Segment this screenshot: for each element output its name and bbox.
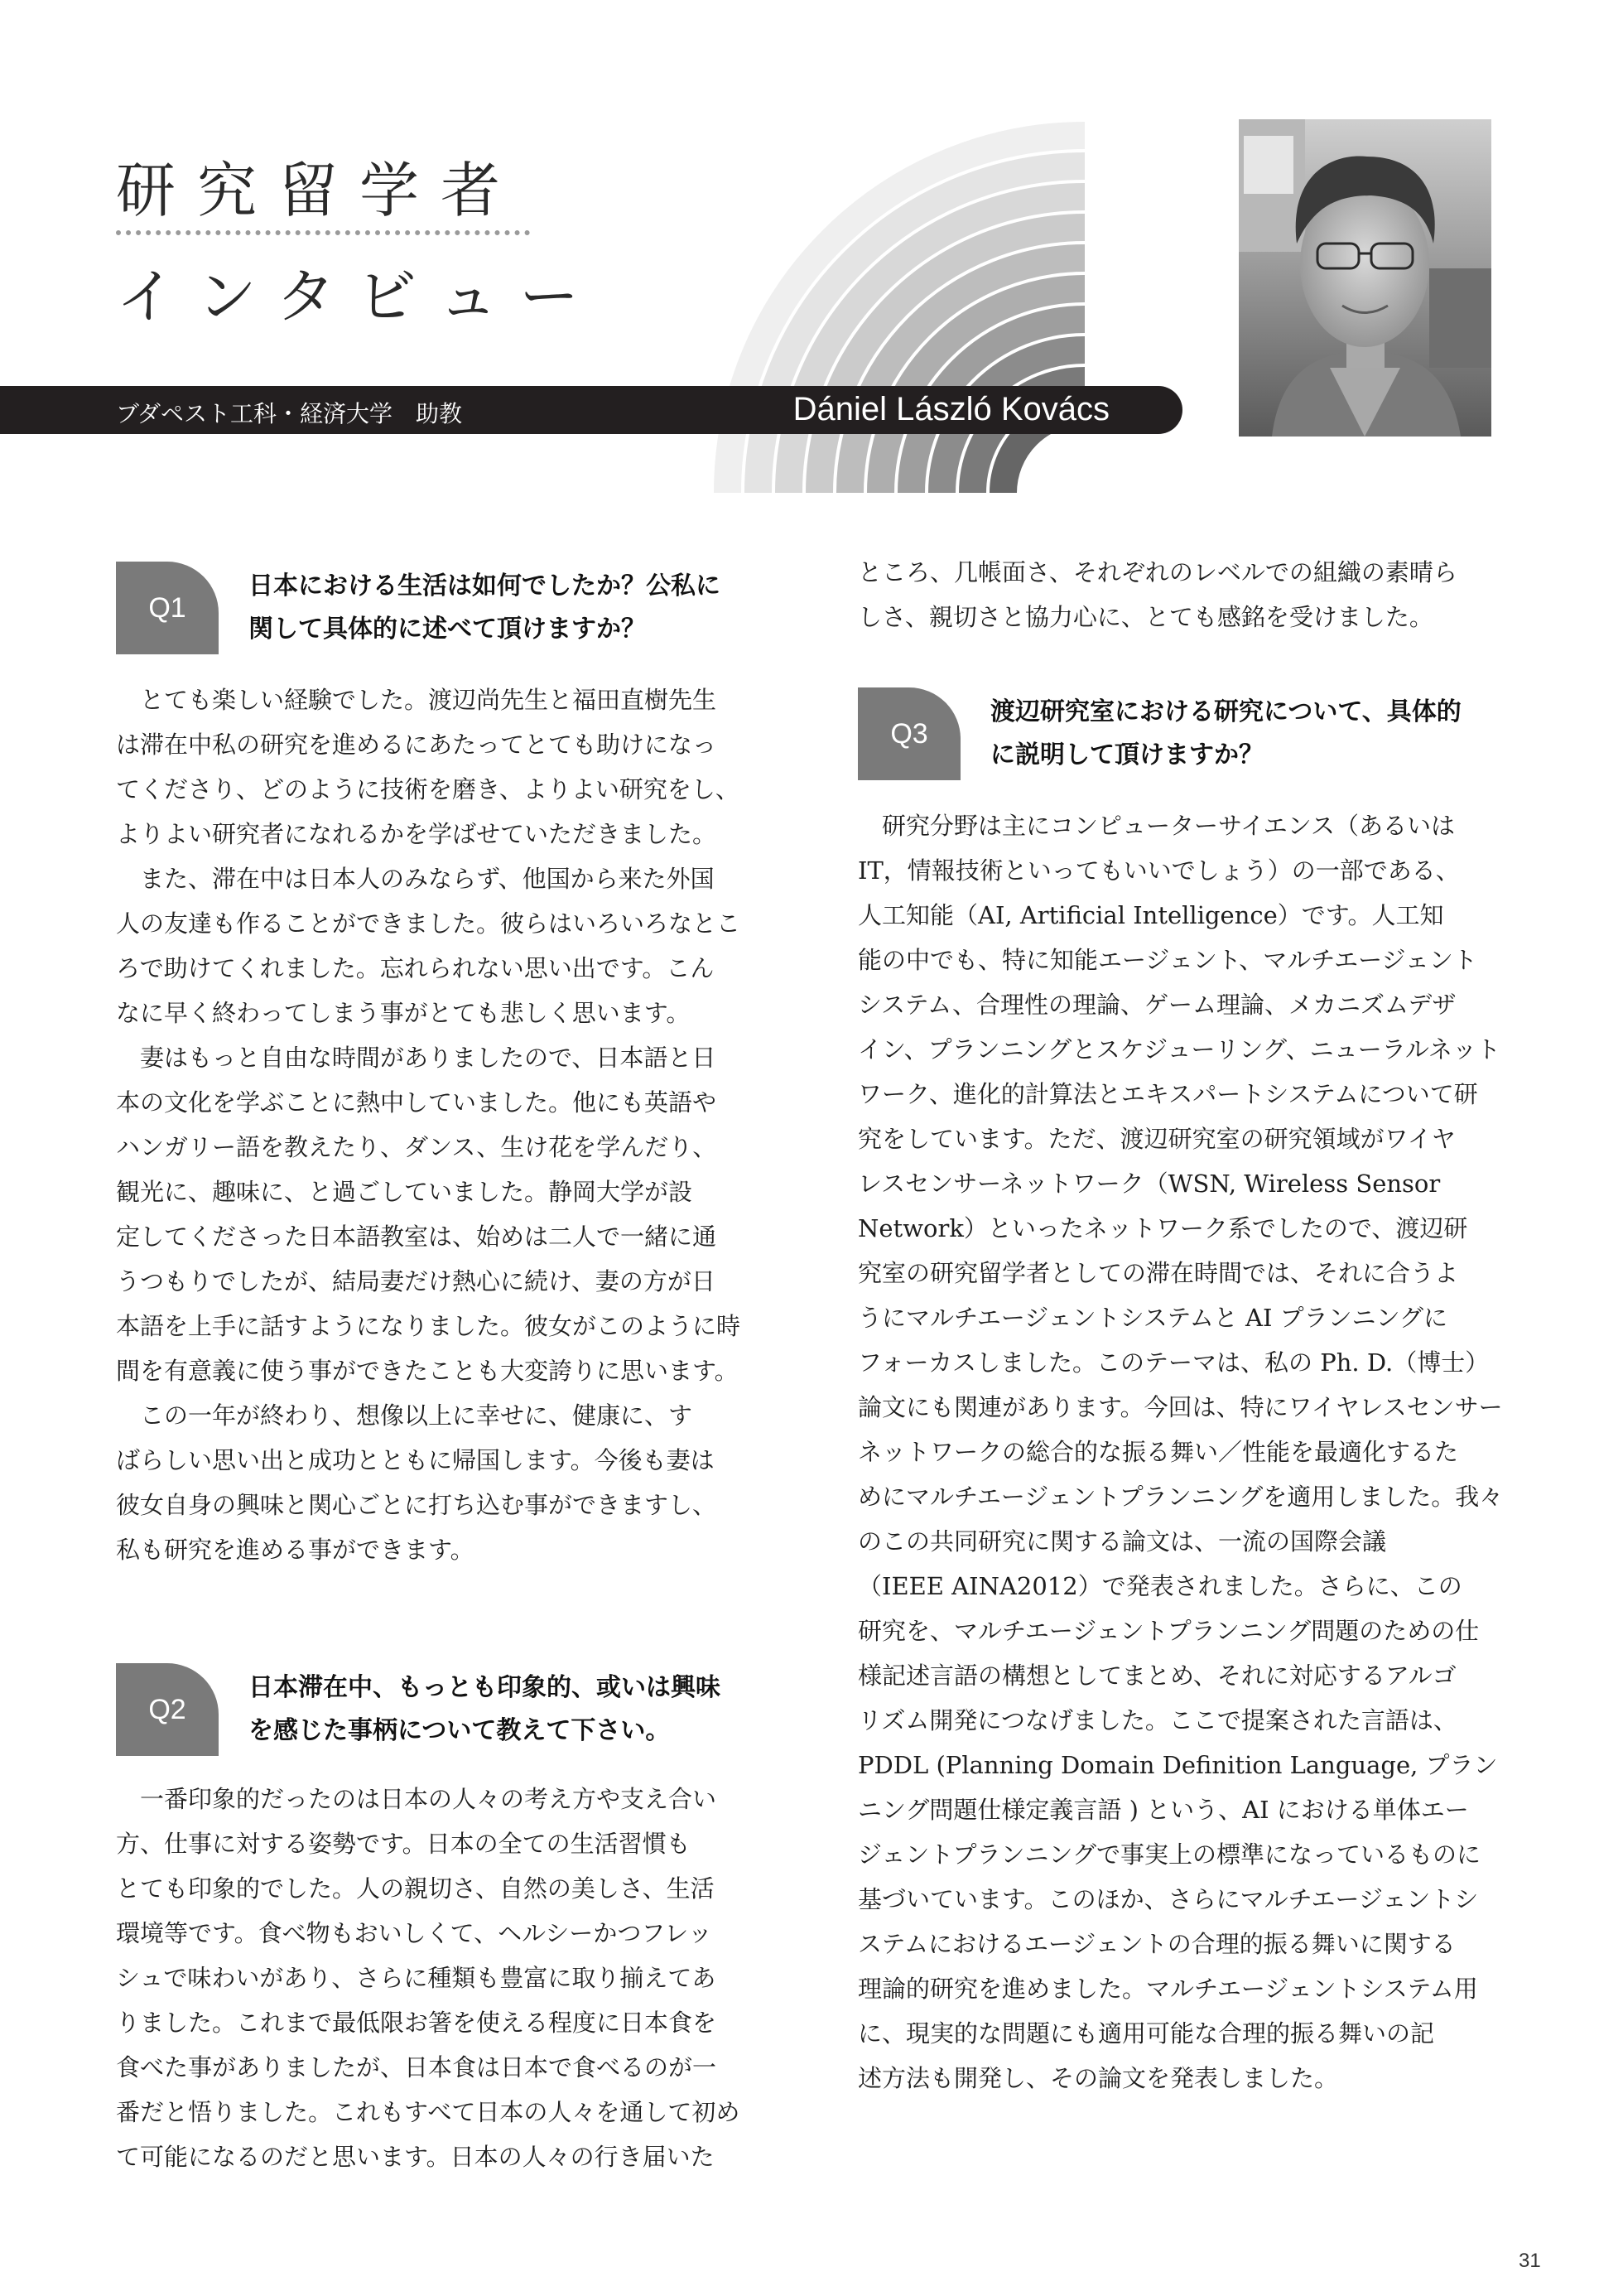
- answer-line: 人工知能（AI, Artificial Intelligence）です。人工知: [858, 901, 1444, 929]
- answer-line: ばらしい思い出と成功とともに帰国します。今後も妻は: [116, 1446, 715, 1474]
- answer-line: 環境等です。食べ物もおいしくて、ヘルシーかつフレッ: [116, 1919, 712, 1947]
- answer-line: うにマルチエージェントシステムと AI プランニングに: [858, 1304, 1448, 1332]
- answer-line: よりよい研究者になれるかを学ばせていただきました。: [116, 820, 717, 848]
- answer-line: イン、プランニングとスケジューリング、ニューラルネット: [858, 1035, 1501, 1064]
- answer-line: 食べた事がありましたが、日本食は日本で食べるのが一: [116, 2053, 717, 2081]
- answer-line: に、現実的な問題にも適用可能な合理的振る舞いの記: [858, 2019, 1435, 2048]
- answer-line: 間を有意義に使う事ができたことも大変誇りに思います。: [116, 1357, 739, 1385]
- answer-line: 一番印象的だったのは日本の人々の考え方や支え合い: [116, 1785, 717, 1813]
- answer-line: めにマルチエージェントプランニングを適用しました。我々: [858, 1483, 1504, 1511]
- answer-line: システム、合理性の理論、ゲーム理論、メカニズムデザ: [858, 991, 1457, 1019]
- answer-line: リズム開発につなげました。ここで提案された言語は、: [858, 1706, 1457, 1734]
- q1-question-line: 日本における生活は如何でしたか？公私に: [248, 572, 720, 601]
- answer-line: のこの共同研究に関する論文は、一流の国際会議: [858, 1527, 1387, 1556]
- answer-line: 論文にも関連があります。今回は、特にワイヤレスセンサー: [858, 1393, 1503, 1421]
- answer-line: りました。これまで最低限お箸を使える程度に日本食を: [116, 2009, 717, 2037]
- q1-answer: [116, 678, 740, 1572]
- answer-line: また、滞在中は日本人のみならず、他国から来た外国: [116, 865, 715, 893]
- answer-line: 究をしています。ただ、渡辺研究室の研究領域がワイヤ: [858, 1125, 1456, 1153]
- answer-line: この一年が終わり、想像以上に幸せに、健康に、す: [116, 1401, 693, 1430]
- answer-line: 研究分野は主にコンピューターサイエンス（あるいは: [858, 812, 1455, 840]
- q1-question-line: 関して具体的に述べて頂けますか？: [248, 615, 646, 644]
- answer-line: 私も研究を進める事ができます。: [116, 1536, 474, 1564]
- answer-line: フォーカスしました。このテーマは、私の Ph. D.（博士）: [858, 1348, 1490, 1377]
- q2-question: [248, 1667, 720, 1753]
- answer-line: とても印象的でした。人の親切さ、自然の美しさ、生活: [116, 1874, 715, 1903]
- answer-line: 定してくださった日本語教室は、始めは二人で一緒に通: [116, 1223, 717, 1251]
- answer-line: ハンガリー語を教えたり、ダンス、生け花を学んだり、: [116, 1133, 717, 1161]
- answer-line: 究室の研究留学者としての滞在時間では、それに合うよ: [858, 1259, 1459, 1287]
- title-line-1: 研究留学者: [116, 156, 523, 225]
- person-name: Dániel László Kovács: [792, 391, 1110, 427]
- q2-answer: [116, 1777, 739, 2179]
- answer-line: なに早く終わってしまう事がとても悲しく思います。: [116, 999, 691, 1027]
- answer-line: レスセンサーネットワーク（WSN, Wireless Sensor: [858, 1170, 1441, 1198]
- answer-line: Network）といったネットワーク系でしたので、渡辺研: [858, 1214, 1468, 1242]
- q3-question-line: 渡辺研究室における研究について、具体的: [990, 697, 1462, 726]
- answer-line: 基づいています。このほか、さらにマルチエージェントシ: [858, 1885, 1479, 1913]
- q2-question-line: を感じた事柄について教えて下さい。: [248, 1716, 671, 1745]
- page-number: 31: [1519, 2250, 1541, 2272]
- q3-question-line: に説明して頂けますか？: [990, 740, 1264, 769]
- answer-line: しさ、親切さと協力心に、とても感銘を受けました。: [858, 603, 1433, 631]
- name-bar: [0, 386, 1182, 434]
- answer-line: 人の友達も作ることができました。彼らはいろいろなとこ: [116, 909, 741, 938]
- answer-line: て可能になるのだと思います。日本の人々の行き届いた: [116, 2143, 715, 2171]
- portrait-photo: [1239, 119, 1491, 437]
- q2-badge: Q2: [116, 1663, 219, 1756]
- answer-line: てくださり、どのように技術を磨き、よりよい研究をし、: [116, 775, 739, 803]
- q2-question-line: 日本滞在中、もっとも印象的、或いは興味: [248, 1673, 720, 1702]
- q3-question: [990, 691, 1462, 777]
- answer-line: 妻はもっと自由な時間がありましたので、日本語と日: [116, 1044, 716, 1072]
- q1-question: [248, 565, 720, 651]
- answer-line: ジェントプランニングで事実上の標準になっているものに: [858, 1840, 1481, 1869]
- answer-line: ところ、几帳面さ、それぞれのレベルでの組織の素晴ら: [858, 558, 1457, 586]
- answer-line: 様記述言語の構想としてまとめ、それに対応するアルゴ: [858, 1662, 1457, 1690]
- answer-line: 能の中でも、特に知能エージェント、マルチエージェント: [858, 946, 1477, 974]
- q3-answer: [858, 803, 1503, 2101]
- answer-line: 番だと悟りました。これもすべて日本の人々を通して初め: [116, 2098, 740, 2126]
- answer-line: IT，情報技術といってもいいでしょう）の一部である、: [858, 856, 1460, 885]
- answer-line: とても楽しい経験でした。渡辺尚先生と福田直樹先生: [116, 686, 717, 714]
- title-divider: [116, 230, 530, 235]
- answer-line: 観光に、趣味に、と過ごしていました。静岡大学が設: [116, 1178, 693, 1206]
- answer-line: シュで味わいがあり、さらに種類も豊富に取り揃えてあ: [116, 1964, 716, 1992]
- title-line-2: インタビュー: [116, 262, 601, 331]
- answer-line: PDDL (Planning Domain Definition Language, プラン: [858, 1751, 1498, 1779]
- answer-line: （IEEE AINA2012）で発表されました。さらに、この: [858, 1572, 1462, 1600]
- answer-line: ワーク、進化的計算法とエキスパートシステムについて研: [858, 1080, 1478, 1108]
- q2-answer-continued: [858, 550, 1457, 639]
- answer-line: 理論的研究を進めました。マルチエージェントシステム用: [858, 1975, 1478, 2003]
- q3-badge: Q3: [858, 687, 961, 780]
- answer-line: ろで助けてくれました。忘れられない思い出です。こん: [116, 954, 715, 982]
- answer-line: 方、仕事に対する姿勢です。日本の全ての生活習慣も: [116, 1830, 691, 1858]
- answer-line: 本の文化を学ぶことに熱中していました。他にも英語や: [116, 1088, 717, 1117]
- affiliation: ブダペスト工科・経済大学 助教: [116, 400, 463, 427]
- answer-line: ステムにおけるエージェントの合理的振る舞いに関する: [858, 1930, 1456, 1958]
- answer-line: は滞在中私の研究を進めるにあたってとても助けになっ: [116, 731, 717, 759]
- answer-line: 研究を、マルチエージェントプランニング問題のための仕: [858, 1617, 1480, 1645]
- answer-line: うつもりでしたが、結局妻だけ熱心に続け、妻の方が日: [116, 1267, 715, 1295]
- answer-line: ニング問題仕様定義言語 ) という、AI における単体エー: [858, 1796, 1469, 1824]
- answer-line: 彼女自身の興味と関心ごとに打ち込む事ができますし、: [116, 1491, 717, 1519]
- q1-badge: Q1: [116, 562, 219, 654]
- answer-line: 述方法も開発し、その論文を発表しました。: [858, 2064, 1339, 2092]
- answer-line: ネットワークの総合的な振る舞い／性能を最適化するた: [858, 1438, 1459, 1466]
- answer-line: 本語を上手に話すようになりました。彼女がこのように時: [116, 1312, 741, 1340]
